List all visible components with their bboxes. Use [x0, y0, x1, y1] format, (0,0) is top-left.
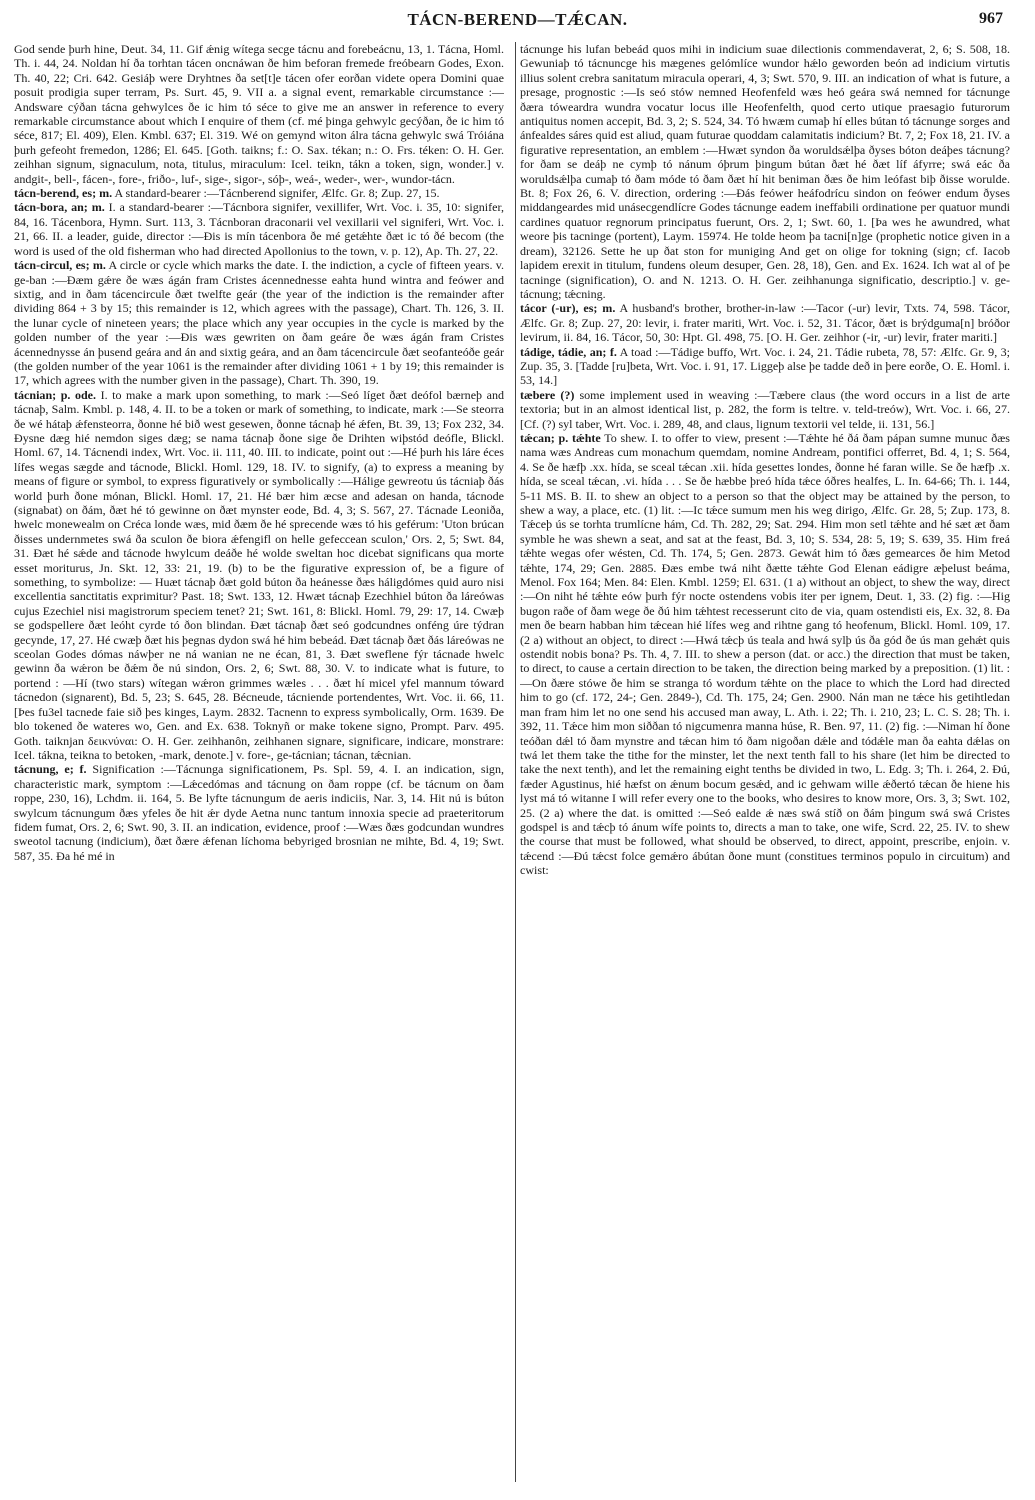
- dictionary-entry: [14, 42, 504, 186]
- dictionary-entry: [14, 388, 504, 763]
- dictionary-entry: [14, 762, 504, 863]
- entry-text: To shew. I. to offer to view, present :—Tǽhte hé ðá ðam pápan sumne munuc ðæs nama wæs Andreas cum monachum quemdam, nomine Andream, pontifici offerret, Bd. 4, 1; S. 564, 4. Se ðe hæfþ .xx. hída, se sceal tǽcan .xii. hída gesettes londes, ðonne hé faran wille. Se ðe hæfþ .x. hída, se sceal tǽcan, .vi. hída . . . Se ðe hæbbe þreó hída tǽce óðres healfes, L. In. 64-66; Th. i. 144, 5-11 MS. B. II. to shew an object to a person so that the object may be attained by the person, to shew a way, a place, etc. (1) lit. :—Ic tǽce sumum men his weg dirigo, Ælfc. Gr. 28, 5; Zup. 173, 8. Tǽceþ ús se torhta trumlícne hám, Cd. Th. 282, 29; Sat. 294. Him mon setl tǽhte and hé sæt æt ðam symble he was shewn a seat, and sat at the feast, Bd. 3, 10; S. 534, 28: 5, 19; S. 639, 35. Him freá tǽhte wegas ofer wésten, Cd. Th. 174, 5; Gen. 2873. Gewát him tó ðæs gemearces ðe him Metod tǽhte, 174, 29; Gen. 2885. Ðæs embe twá niht ðætte tǽhte God Elenan eádigre æþelust beáma, Menol. Fox 164; Men. 84: Elen. Kmbl. 1259; El. 631. (1 a) without an object, to shew the way, direct :—On niht hé tǽhte eów þurh fýr nocte ostendens vobis iter per ignem, Deut. 1, 33. (2) fig. :—Hig bugon raðe of ðam wege ðe ðú him tǽhtest recesserunt cito de via, quam ostendisti eis, Ex. 32, 8. Ða men ðe bearn habban him tǽcean hié lífes weg and rihtne gang tó heofenum, Blickl. Homl. 109, 17. (2 a) without an object, to direct :—Hwá tǽcþ ús teala and hwá sylþ ús ða gód ðe ús man gehǽt quis ostendit nobis bona? Ps. Th. 4, 7. III. to shew a person (dat. or acc.) the direction that must be taken, to direct, to cause a certain direction to be taken, the direction being marked by a preposition. (1) lit. :—On ðære stówe ðe him se stranga tó wordum tǽhte on the place to which the Lord had directed him to go (cf. 172, 24-; Gen. 2849-), Cd. Th. 175, 24; Gen. 2900. Nán man ne tǽce his getihtledan man fram him let no one send his accused man away, L. Ath. i. 22; Th. i. 210, 23; L. C. S. 28; Th. i. 392, 11. Tǽce him mon siððan tó nigcumenra manna húse, R. Ben. 97, 11. (2) fig. :—Niman hí ðone teóðan dǽl tó ðam mynstre and tǽcan him tó ðam nigoðan dǽle and tódǽle man ða eahta dǽlas on twá let them take the tithe for the minster, let the next tenth fall to his share (let him be directed to take the next tenth), and let the remaining eight tenths be divided in two, L. Edg. 3; Th. i. 264, 2. Ðú, fæder Agustinus, hié hæfst on ǽnum bocum gesǽd, and ic gehwam wille ǽðertó tǽcan ðe hiene his lyst má tó witanne I will refer every one to the books, who desires to know more, Ors. 3, 3; Swt. 102, 25. (2 a) where the dat. is omitted :—Seó ealde ǽ næs swá stíð on ðám þingum swá swá Cristes godspel is and tǽcþ tó ánum wífe points to, directs a man to take, one wife, Scrd. 22, 25. IV. to shew the course that must be followed, what should be observed, to direct, appoint, prescribe, enjoin. v. tǽcend :—Ðú tǽcst folce gemǽro ábútan ðone munt (constitues terminos populo in circuitum) and cwist:: [520, 430, 1010, 878]
- entry-headword: tácn-bora, an; m.: [14, 200, 105, 215]
- left-column: [14, 42, 504, 1492]
- entry-headword: tádige, tádie, an; f.: [520, 344, 617, 359]
- entry-text: I. to make a mark upon something, to mark :—Seó líget ðæt deófol bærneþ and tácnaþ, Salm. Kmbl. p. 148, 4. II. to be a token or mark of something, to indicate, mark :—Se steorra ðe wé hátaþ ǽfensteorra, ðonne hé bið west gesewen, ðonne tácnaþ hé ǽfen, Bt. 39, 13; Fox 232, 34. Ðysne dæg hié nemdon siges dæg; se nama tácnaþ ðone sige ðe Drihten wiþstód deófle, Blickl. Homl. 67, 14. Tácnendi index, Wrt. Voc. ii. 111, 40. III. to indicate, point out :—Hé þurh his láre éces lífes wegas sægde and tácnode, Blickl. Homl. 129, 18. IV. to signify, (a) to express a meaning by means of figure or symbol, to express figuratively or symbolically :—Hálige gewreotu ús tácniaþ ðás world þurh ðone mónan, Blickl. Homl. 17, 21. Hé bær him æcse and adesan on handa, tácnode (signabat) on ðám, ðæt hé tó gewinne on ðæt mynster eode, Bd. 4, 3; S. 567, 27. Tácnade Leoniða, hwelc monewealm on Créca londe wæs, mid ðæm ðe hé sprecende wæs tó his geférum: 'Uton brúcan ðisses undernmetes swá ða sculon ðe biora ǽfengifl on helle gefeccean sculon,' Ors. 2, 5; Swt. 84, 31. Ðæt hé sǽde and tácnode hwylcum deáðe hé wolde sweltan hoc dicebat significans qua morte esset moriturus, Jn. Skt. 12, 33: 21, 19. (b) to be the figurative expression of, be a figure of something, to symbolize: — Huæt tácnaþ ðæt gold búton ða heánesse ðæs háligdómes quid auro nisi excellentia sanctitatis exprimitur? Past. 18; Swt. 133, 12. Hwæt tácnaþ Ezechhiel búton ða láreówas cujus Ezechiel nisi magistrorum speciem tenet? 21; Swt. 161, 8: Blickl. Homl. 79, 29: 17, 14. Cwæþ se godspellere ðæt leóht cyrde tó ðon blindan. Ðæt tácnaþ ðæt seó godcundnes onféng úre týdran gecynde, 17, 27. Hé cwæþ ðæt his þegnas dydon swá hé him bebeád. Ðæt tácnaþ ðæt ðás láreówas ne sceolan Godes dómas náwþer ne ná wanian ne ne écan, 81, 3. Ðæt sweflene fýr tácnade hwelc gewinn ða wǽron be ðǽm ðe nú sindon, Ors. 2, 6; Swt. 88, 30. V. to indicate what is future, to portend : —Hí (two stars) wítegan wǽron grimmes wæles . . . ðæt hí micel yfel mannum tóward tácnedon (signarent), Bd. 5, 23; S. 645, 28. Bécneude, tácniende portendentes, Wrt. Voc. ii. 66, 11. [Þes fu3el tacnede faie sið þes kinges, Laym. 2832. Tacnenn to express symbolically, Orm. 1639. Ðe blo tokened ðe wateres wo, Gen. and Ex. 638. Toknyñ or make tokene signo, Prompt. Parv. 495. Goth. taiknjan δεικνύναι: O. H. Ger. zeihhanôn, zeihhanen signare, significare, indicare, monstrare: Icel. tákna, teikna to betoken, -mark, denote.] v. fore-, ge-tácnian; tácnan, tǽcnian.: [14, 387, 504, 762]
- dictionary-entry: [520, 388, 1010, 431]
- right-column: [520, 42, 1010, 1492]
- entry-headword: tǽcan; p. tǽhte: [520, 430, 601, 445]
- entry-text: some implement used in weaving :—Tæbere claus (the word occurs in a list de arte textoria; but in an almost identical list, p. 282, the form is teltre. v. teld-treów), Wrt. Voc. i. 66, 27. [Cf. (?) syl taber, Wrt. Voc. i. 289, 48, and claus, lignum textorii vel telde, ii. 131, 56.]: [520, 387, 1010, 431]
- entry-text: I. a standard-bearer :—Tácnbora signifer, vexillifer, Wrt. Voc. i. 35, 10: signifer, 84, 16. Tácenbora, Hymn. Surt. 113, 3. Tácnboran draconarii vel vexillarii vel signiferi, Wrt. Voc. i. 21, 66. II. a leader, guide, director :—Ðis is mín tácenbora ðe mé getǽhte ðæt ic tó ðé becom (the word is used of the old fisherman who had directed Apollonius to the town, v. p. 12), Ap. Th. 27, 22.: [14, 200, 504, 258]
- entry-text: A standard-bearer :—Tácnberend signifer, Ælfc. Gr. 8; Zup. 27, 15.: [114, 186, 440, 201]
- dictionary-entry: [14, 200, 504, 258]
- entry-text: Signification :—Tácnunga significationem, Ps. Spl. 59, 4. I. an indication, sign, characteristic mark, symptom :—Lǽcedómas and tácnung on ðam roppe (cf. be tácnum on ðam roppe, 230, 16), Lchdm. ii. 164, 5. Be lyfte tácnungum de aeris indiciis, Nar. 3, 14. Hit nú is búton swylcum tácnungum ðæs yfeles ðe hit ǽr dyde Aetna nunc tantum innoxia specie ad praeteritorum fidem fumat, Ors. 2, 6; Swt. 90, 3. II. an indication, evidence, proof :—Wæs ðæs godcundan wundres sweotol tacnung (indicium), ðæt ðære ǽfenan líchoma bebyriged brosnian ne mihte, Bd. 4, 19; Swt. 587, 35. Ða hé mé in: [14, 762, 504, 863]
- entry-text: A toad :—Tádige buffo, Wrt. Voc. i. 24, 21. Tádie rubeta, 78, 57: Ælfc. Gr. 9, 3; Zup. 35, 3. [Tadde [ru]beta, Wrt. Voc. i. 91, 17. Liggeþ alse þe tadde deð in þere eorðe, O. E. Homl. i. 53, 14.]: [520, 344, 1010, 388]
- page-number: 967: [979, 10, 1003, 27]
- running-head: TÁCN-BEREND—TǼCAN.: [407, 10, 628, 29]
- entry-text: God sende þurh hine, Deut. 34, 11. Gif ǽnig wítega secge tácnu and forebeácnu, 13, 1. Tácna, Homl. Th. i. 44, 24. Noldan hí ða torhtan tácen oncnáwan ðe him beforan fremede freóbearn Godes, Exon. Th. 40, 22; Cri. 642. Gesiáþ were Dryhtnes ða set[t]e tácen ofer eorðan videte opera Domini quae posuit prodigia super terram, Ps. Surt. 45, 9. VII a. a signal event, remarkable circumstance :—Andsware cýðan tácna gehwylces ðe ic him tó séce to give me an answer in reference to every remarkable circumstance about which I enquire of them (cf. mé þinga gehwylc gecýðan, ðe ic him tó séce, 817; El. 409), Elen. Kmbl. 637; El. 319. Wé on gemynd witon álra tácna gehwylc swá Tróiána þurh gefeoht fremedon, 1286; El. 645. [Goth. taikns; f.: O. Sax. tékan; n.: O. Frs. téken: O. H. Ger. zeihhan signum, signaculum, nota, titulus, miraculum: Icel. teikn, tákn a token, sign, wonder.] v. andgit-, bell-, fácen-, fore-, friðo-, luf-, sige-, sigor-, sóþ-, weá-, weder-, wer-, wundor-tácn.: [14, 42, 504, 186]
- entry-headword: tácn-berend, es; m.: [14, 186, 113, 201]
- entry-headword: tácor (-ur), es; m.: [520, 301, 616, 316]
- entry-headword: tácnian; p. ode.: [14, 387, 97, 402]
- column-divider: [515, 42, 516, 1482]
- dictionary-entry: [520, 301, 1010, 344]
- entry-headword: tácnung, e; f.: [14, 762, 87, 777]
- dictionary-entry: [520, 431, 1010, 878]
- dictionary-entry: [14, 258, 504, 388]
- dictionary-entry: [14, 186, 504, 200]
- entry-headword: tæbere (?): [520, 387, 575, 402]
- text-columns: [14, 42, 1024, 1492]
- page-header: [0, 8, 1035, 32]
- dictionary-entry: [520, 345, 1010, 388]
- entry-text: tácnunge his lufan bebeád quos mihi in indicium suae dilectionis commendaverat, 2, 6; S. 508, 18. Gewuniaþ tó tácnuncge his mægenes gelómlíce wundor hǽlo geworden beón ad indicium virtutis illius solent crebra sanitatum miracula operari, 4, 3; Swt. 570, 9. III. an indication of what is future, a presage, prognostic :—Is seó stów nemned Heofenfeld wæs heó geára swá nemned for tácnunge ðæra tóweardra wundra vocatur locus ille Heofenfelth, quod certo utique praesagio futurorum antiquitus nomen accepit, Bd. 3, 2; S. 524, 34. Tó hwæm cumaþ hí elles bútan tó tácnunge sorges and ánfealdes sáres quid est aliud, quam futurae quoddam calamitatis indicium? Bt. 7, 2; Fox 18, 21. IV. a figurative representation, an emblem :—Hwæt syndon ða woruldsǽlþa ðyses bóton deáþes tácnung? for ðam se deáþ ne cymþ tó nánum óþrum þingum bútan ðæt hé ðæt líf áfyrre; swá eác ða woruldsǽlþa cumaþ tó ðam móde tó ðam ðæt hí hit beniman ðæs ðe him leófast biþ ðisse worulde. Bt. 8; Fox 26, 6. V. direction, ordering :—Ðás feówer heáfodrícu sindon on feówer endum ðyses middangeardes mid unásecgendlícre Godes tácnunge eadem ineffabili ordinatione per quatuor mundi cardines quatuor regnorum principatus fuerunt, Ors. 2, 1; Swt. 60, 1. [Þa wes he awundred, what weore þis tacninge (portent), Laym. 15974. He tolde heom þa tacni[n]ge (prophetic notice given in a dream), 32126. Sette he up ðat ston for muniging And get on olige for tokning (sign; cf. Iacob lapidem erexit in titulum, fundens oleum desuper, Gen. 28, 18), Gen. and Ex. 1624. Ich wat al of þe tacninge (signification), O. and N. 1213. O. H. Ger. zeihhanunga significatio, descriptio.] v. ge-tácnung; tǽcning.: [520, 42, 1010, 301]
- entry-text: A circle or cycle which marks the date. I. the indiction, a cycle of fifteen years. v. ge-ban :—Ðæm gǽre ðe wæs ágán fram Cristes ácennednesse eahta hund wintra and feówer and sixtig, and in ðam tácencircule ðæt twelfte geár (the year of the indiction is the remainder after dividing 864 + 3 by 15; this remainder is 12, which agrees with the passage), Chart. Th. 126, 3. II. the lunar cycle of nineteen years; the place which any year occupies in the cycle is marked by the golden number of the year :—Ðis wæs gewriten on ðam geáre ðe wæs ágán fram Cristes ácennednysse án þusend geára and án and sixtig geára, and an ðam tácencircule ðæt seofanteóðe geár (the golden number of the year 1061 is the remainder after dividing 1061 + 1 by 19; this remainder is 17, which agrees with the number given in the passage), Chart. Th. 390, 19.: [14, 258, 504, 388]
- entry-headword: tácn-circul, es; m.: [14, 258, 106, 273]
- entry-text: A husband's brother, brother-in-law :—Tacor (-ur) levir, Txts. 74, 598. Tácor, Ælfc. Gr. 8; Zup. 27, 20: levir, i. frater mariti, Wrt. Voc. i. 52, 31. Tácor, ðæt is brýdguma[n] bróðor levirum, ii. 84, 16. Tácor, 50, 30: Hpt. Gl. 498, 75. [O. H. Ger. zeihhor (-ir, -ur) levir, frater mariti.]: [520, 301, 1010, 345]
- dictionary-entry: [520, 42, 1010, 301]
